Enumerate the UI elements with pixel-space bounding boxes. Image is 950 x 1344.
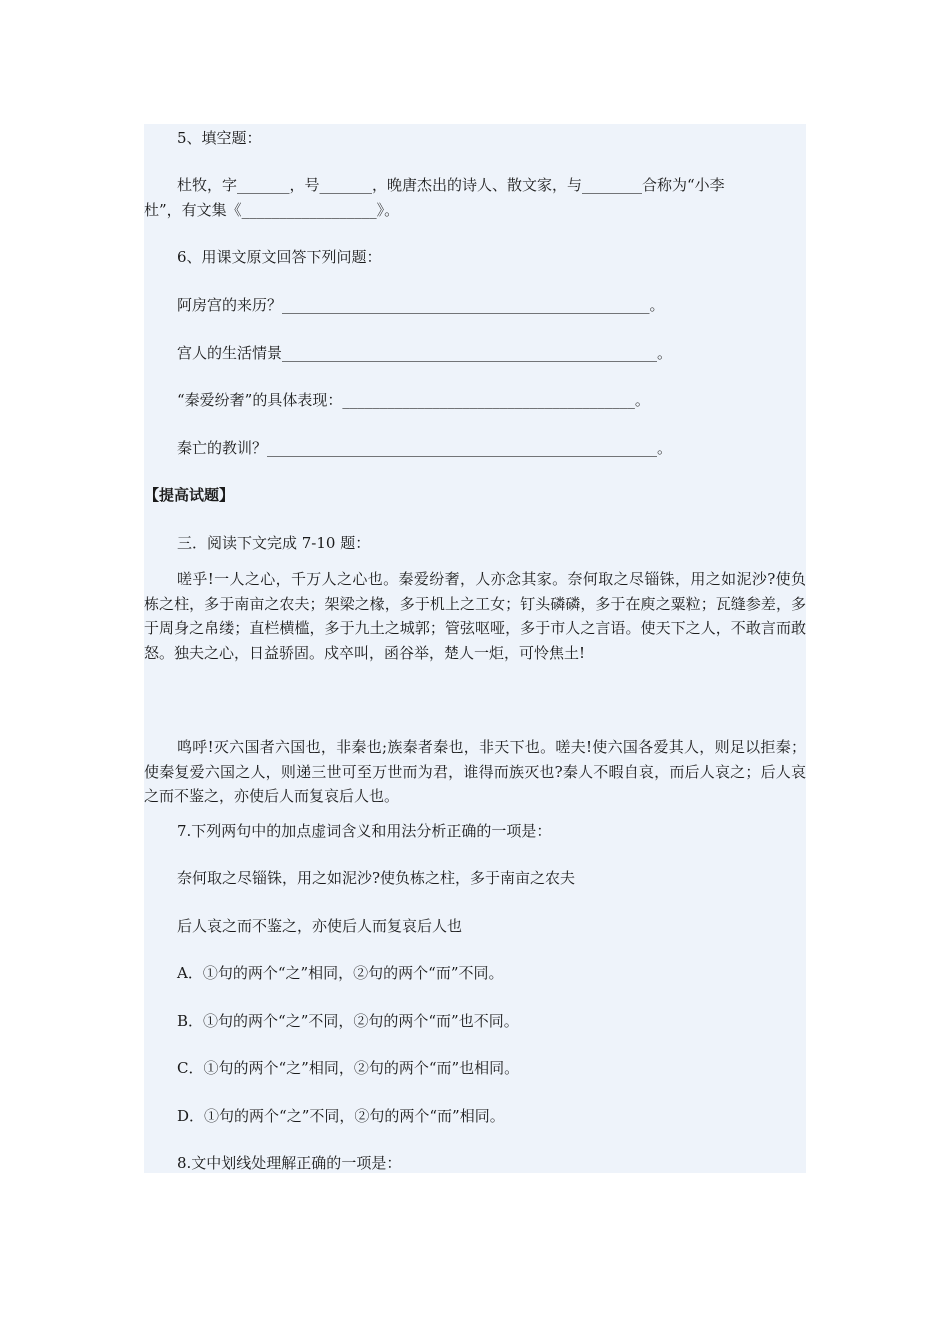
question-6-item-d: 秦亡的教训？____________________________________________________。 [177, 439, 673, 457]
question-5-title: 5、填空题： [177, 129, 262, 147]
question-7-title: 7.下列两句中的加点虚词含义和用法分析正确的一项是： [177, 822, 552, 840]
question-7-sentence-1: 奈何取之尽锱铢，用之如泥沙?使负栋之柱，多于南亩之农夫 [177, 869, 576, 887]
passage-paragraph-1: 嗟乎!一人之心，千万人之心也。秦爱纷奢，人亦念其家。奈何取之尽锱铢，用之如泥沙?使负栋之柱，多于南亩之农夫；架梁之椽，多于机上之工女；钉头磷磷，多于在庾之粟粒；瓦缝参差，多于周身之帛缕；直栏横槛，多于九土之城郭；管弦呕哑，多于市人之言语。使天下之人，不敢言而敢怒。独夫之心，日益骄固。戍卒叫，函谷举，楚人一炬，可怜焦土! [144, 570, 806, 662]
passage-paragraph-2: 鸣呼!灭六国者六国也，非秦也;族秦者秦也，非天下也。嗟夫!使六国各爱其人，则足以拒秦；使秦复爱六国之人，则递三世可至万世而为君，谁得而族灭也?秦人不暇自哀，而后人哀之；后人哀之而不鉴之，亦使后人而复哀后人也。 [144, 738, 806, 805]
question-6-item-b: 宫人的生活情景__________________________________________________。 [177, 344, 673, 362]
question-7-sentence-2: 后人哀之而不鉴之，亦使后人而复哀后人也 [177, 917, 463, 935]
question-7-option-b: B．①句的两个“之”不同，②句的两个“而”也不同。 [177, 1012, 519, 1030]
question-6-item-c: “秦爱纷奢”的具体表现：_______________________________________。 [177, 391, 650, 409]
document-content [144, 124, 806, 1173]
part-3-title: 三．阅读下文完成 7-10 题： [177, 534, 371, 552]
question-5-line-1: 杜牧，字_______，号_______，晚唐杰出的诗人、散文家，与________合称为“小李 [177, 176, 725, 194]
question-7-option-d: D．①句的两个“之”不同，②句的两个“而”相同。 [177, 1107, 505, 1125]
question-5-line-2: 杜”，有文集《__________________》。 [144, 201, 400, 219]
question-6-title: 6、用课文原文回答下列问题： [177, 248, 382, 266]
question-6-item-a: 阿房宫的来历？_________________________________________________。 [177, 296, 665, 314]
question-8-title: 8.文中划线处理解正确的一项是： [177, 1154, 402, 1172]
section-heading: 【提高试题】 [144, 486, 235, 504]
question-7-option-a: A．①句的两个“之”相同，②句的两个“而”不同。 [177, 964, 504, 982]
question-7-option-c: C．①句的两个“之”相同，②句的两个“而”也相同。 [177, 1059, 520, 1077]
